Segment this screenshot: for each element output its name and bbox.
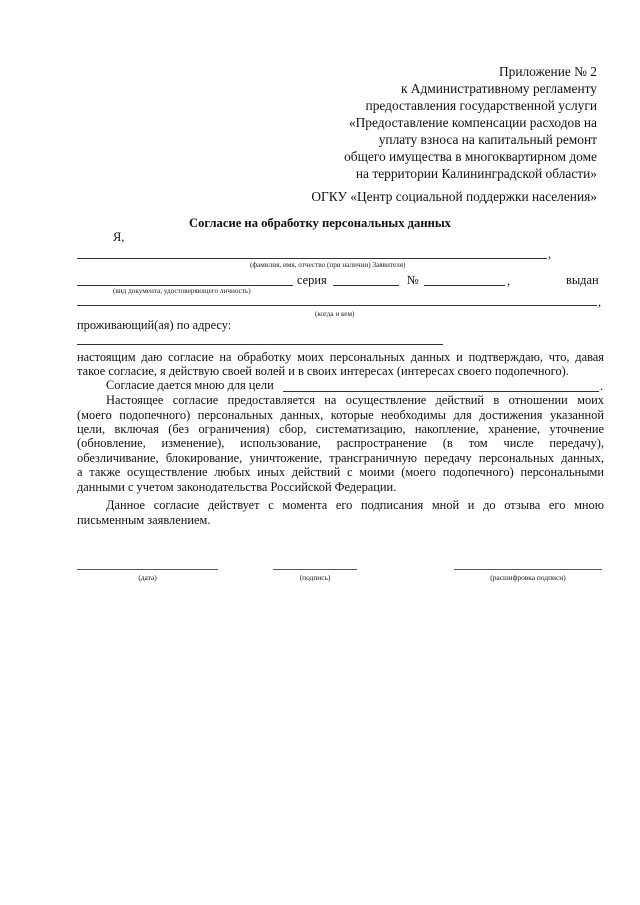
purpose-field-line[interactable] xyxy=(283,391,599,392)
issued-by-field-line[interactable] xyxy=(77,305,597,306)
paragraph-consent-line-1: настоящим даю согласие на обработку моих персональных данных и подтверждаю, что, давая xyxy=(77,350,604,364)
header-line-regulation: к Административному регламенту xyxy=(400,81,597,96)
paragraph-actions-line-4: (обновление, изменение), использование, распространение (в том числе передачу), xyxy=(77,436,604,450)
purpose-label: Согласие дается мною для цели xyxy=(106,378,274,392)
signature-decoding-caption: (расшифровка подписи) xyxy=(490,573,566,582)
date-signature-line[interactable] xyxy=(77,569,218,570)
document-type-field-line[interactable] xyxy=(77,285,293,286)
form-title: Согласие на обработку персональных данных xyxy=(189,216,451,230)
recipient-organization: ОГКУ «Центр социальной поддержки населения» xyxy=(311,189,597,204)
paragraph-actions-line-5: обезличивание, блокирование, уничтожение, трансграничную передачу персональных данных, xyxy=(77,451,604,465)
header-line-service-name-1: «Предоставление компенсации расходов на xyxy=(348,115,597,130)
address-field-line[interactable] xyxy=(77,344,443,345)
issued-by-caption: (когда и кем) xyxy=(315,310,355,318)
paragraph-actions-line-6: а также осуществление любых иных действий с моими (моего подопечного) персональными xyxy=(77,465,604,479)
number-field-line[interactable] xyxy=(424,285,505,286)
paragraph-validity-line-1: Данное согласие действует с момента его подписания мной и до отзыва его мною xyxy=(106,498,604,512)
purpose-period: . xyxy=(600,379,604,393)
paragraph-consent-line-2: такое согласие, я действую своей волей и в своих интересах (интересах своего подопечного). xyxy=(77,364,569,378)
seria-label: серия xyxy=(297,273,327,287)
address-label: проживающий(ая) по адресу: xyxy=(77,318,232,332)
issued-by-comma: , xyxy=(598,295,602,309)
issued-label: выдан xyxy=(566,273,599,287)
number-comma: , xyxy=(507,274,511,288)
header-line-service-name-2: уплату взноса на капитальный ремонт xyxy=(378,132,597,147)
number-label: № xyxy=(407,273,419,287)
signature-decoding-line[interactable] xyxy=(454,569,602,570)
seria-field-line[interactable] xyxy=(333,285,399,286)
header-line-service-name-3: общего имущества в многоквартирном доме xyxy=(344,149,597,164)
paragraph-actions-line-3: цели, включая (без ограничения) сбор, систематизацию, накопление, хранение, уточнение xyxy=(77,422,604,436)
fio-caption: (фамилия, имя, отчество (при наличии) Заявителя) xyxy=(250,261,406,269)
header-line-service-name-4: на территории Калининградской области» xyxy=(355,166,597,181)
fio-comma: , xyxy=(548,247,552,261)
header-annex-number: Приложение № 2 xyxy=(498,64,597,79)
signature-caption: (подпись) xyxy=(299,573,331,582)
paragraph-validity-line-2: письменным заявлением. xyxy=(77,513,211,527)
ya-label: Я, xyxy=(113,230,125,244)
fio-field-line[interactable] xyxy=(77,258,547,259)
paragraph-actions-line-7: данными с учетом законодательства Российской Федерации. xyxy=(77,480,397,494)
signature-line[interactable] xyxy=(273,569,357,570)
document-caption: (вид документа, удостоверяющего личность) xyxy=(113,287,251,295)
date-caption: (дата) xyxy=(138,573,157,582)
paragraph-actions-line-1: Настоящее согласие предоставляется на осуществление действий в отношении моих xyxy=(106,393,604,407)
paragraph-actions-line-2: (моего подопечного) персональных данных, которые необходимы для достижения указанной xyxy=(77,408,604,422)
header-line-service: предоставления государственной услуги xyxy=(365,98,597,113)
